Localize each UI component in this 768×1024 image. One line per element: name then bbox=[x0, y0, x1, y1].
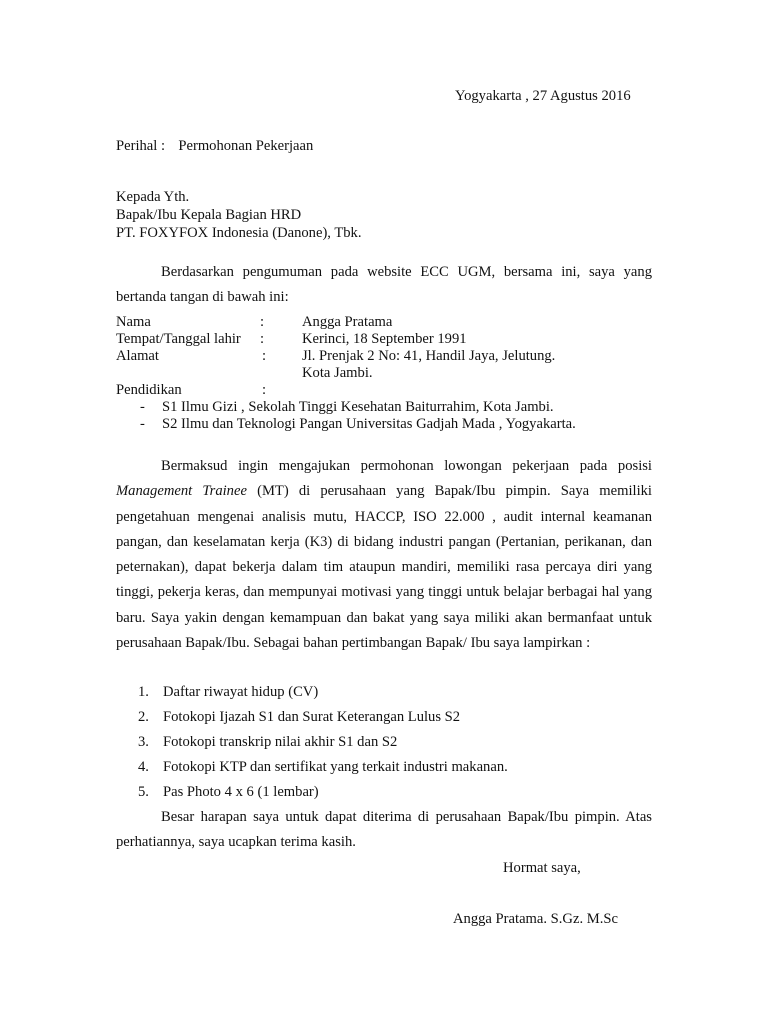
attachment-text: Pas Photo 4 x 6 (1 lembar) bbox=[163, 784, 319, 800]
attachment-item bbox=[138, 784, 638, 802]
education-item bbox=[140, 399, 640, 417]
education-bullet: - bbox=[140, 399, 145, 415]
identity-value: Angga Pratama bbox=[302, 314, 393, 330]
recipient-line: PT. FOXYFOX Indonesia (Danone), Tbk. bbox=[116, 225, 362, 241]
letter-date: Yogyakarta , 27 Agustus 2016 bbox=[455, 88, 631, 104]
education-text: S1 Ilmu Gizi , Sekolah Tinggi Kesehatan Baiturrahim, Kota Jambi. bbox=[162, 399, 554, 415]
intro-paragraph: Berdasarkan pengumuman pada website ECC UGM, bersama ini, saya yang bertanda tangan di bawah ini: bbox=[116, 264, 652, 306]
regards: Hormat saya, bbox=[503, 860, 581, 876]
identity-colon: : bbox=[260, 314, 265, 330]
attachment-text: Fotokopi KTP dan sertifikat yang terkait industri makanan. bbox=[163, 759, 508, 775]
attachment-number: 5. bbox=[138, 784, 149, 800]
attachment-item bbox=[138, 734, 638, 752]
identity-row-birth bbox=[116, 331, 576, 349]
attachment-number: 1. bbox=[138, 684, 149, 700]
identity-colon: : bbox=[262, 348, 267, 364]
signature-name: Angga Pratama. S.Gz. M.Sc bbox=[453, 911, 618, 927]
attachment-text: Daftar riwayat hidup (CV) bbox=[163, 684, 319, 700]
identity-label: Pendidikan bbox=[116, 382, 182, 398]
attachment-item bbox=[138, 684, 638, 702]
identity-value: Jl. Prenjak 2 No: 41, Handil Jaya, Jelutung. bbox=[302, 348, 556, 364]
identity-row-address-2 bbox=[116, 365, 416, 383]
attachment-number: 3. bbox=[138, 734, 149, 750]
identity-colon: : bbox=[262, 382, 267, 398]
identity-row-name bbox=[116, 314, 576, 332]
identity-row-education bbox=[116, 382, 416, 400]
recipient-line: Kepada Yth. bbox=[116, 189, 190, 205]
identity-label: Alamat bbox=[116, 348, 159, 364]
attachment-item bbox=[138, 709, 638, 727]
subject-label: Perihal : bbox=[116, 138, 166, 154]
education-text: S2 Ilmu dan Teknologi Pangan Universitas Gadjah Mada , Yogyakarta. bbox=[162, 416, 576, 432]
body-start: Bermaksud ingin mengajukan permohonan lowongan pekerjaan pada posisi bbox=[161, 458, 652, 474]
attachment-number: 2. bbox=[138, 709, 149, 725]
identity-label: Nama bbox=[116, 314, 151, 330]
education-bullet: - bbox=[140, 416, 145, 432]
attachment-number: 4. bbox=[138, 759, 149, 775]
identity-value: Kota Jambi. bbox=[302, 365, 373, 381]
subject-line bbox=[116, 138, 313, 155]
body-italic-position: Management Trainee bbox=[116, 483, 247, 500]
subject-value: Permohonan Pekerjaan bbox=[178, 138, 314, 154]
identity-value: Kerinci, 18 September 1991 bbox=[302, 331, 467, 347]
attachment-text: Fotokopi transkrip nilai akhir S1 dan S2 bbox=[163, 734, 398, 750]
body-paragraph bbox=[116, 454, 652, 656]
attachment-text: Fotokopi Ijazah S1 dan Surat Keterangan Lulus S2 bbox=[163, 709, 461, 725]
identity-label: Tempat/Tanggal lahir bbox=[116, 331, 241, 347]
attachment-item bbox=[138, 759, 638, 777]
identity-colon: : bbox=[260, 331, 265, 347]
recipient-line: Bapak/Ibu Kepala Bagian HRD bbox=[116, 207, 302, 223]
closing-paragraph: Besar harapan saya untuk dapat diterima di perusahaan Bapak/Ibu pimpin. Atas perhatiannya, saya ucapkan terima kasih. bbox=[116, 809, 652, 851]
body-rest: (MT) di perusahaan yang Bapak/Ibu pimpin. Saya memiliki pengetahuan mengenai analisis mutu, HACCP, ISO 22.000 , audit internal keamanan pangan, dan keselamatan kerja (K3) di bidang industri pangan (Pertanian, perikanan, dan peternakan), dapat bekerja dalam tim ataupun mandiri, memiliki rasa percaya diri yang tinggi, pekerja keras, dan mempunyai motivasi yang tinggi untuk belajar berbagai hal yang baru. Saya yakin dengan kemampuan dan bakat yang saya miliki akan bermanfaat untuk perusahaan Bapak/Ibu. Sebagai bahan pertimbangan Bapak/ Ibu saya lampirkan : bbox=[116, 483, 652, 652]
recipient-block bbox=[116, 188, 362, 242]
education-item bbox=[140, 416, 640, 434]
identity-row-address bbox=[116, 348, 616, 366]
